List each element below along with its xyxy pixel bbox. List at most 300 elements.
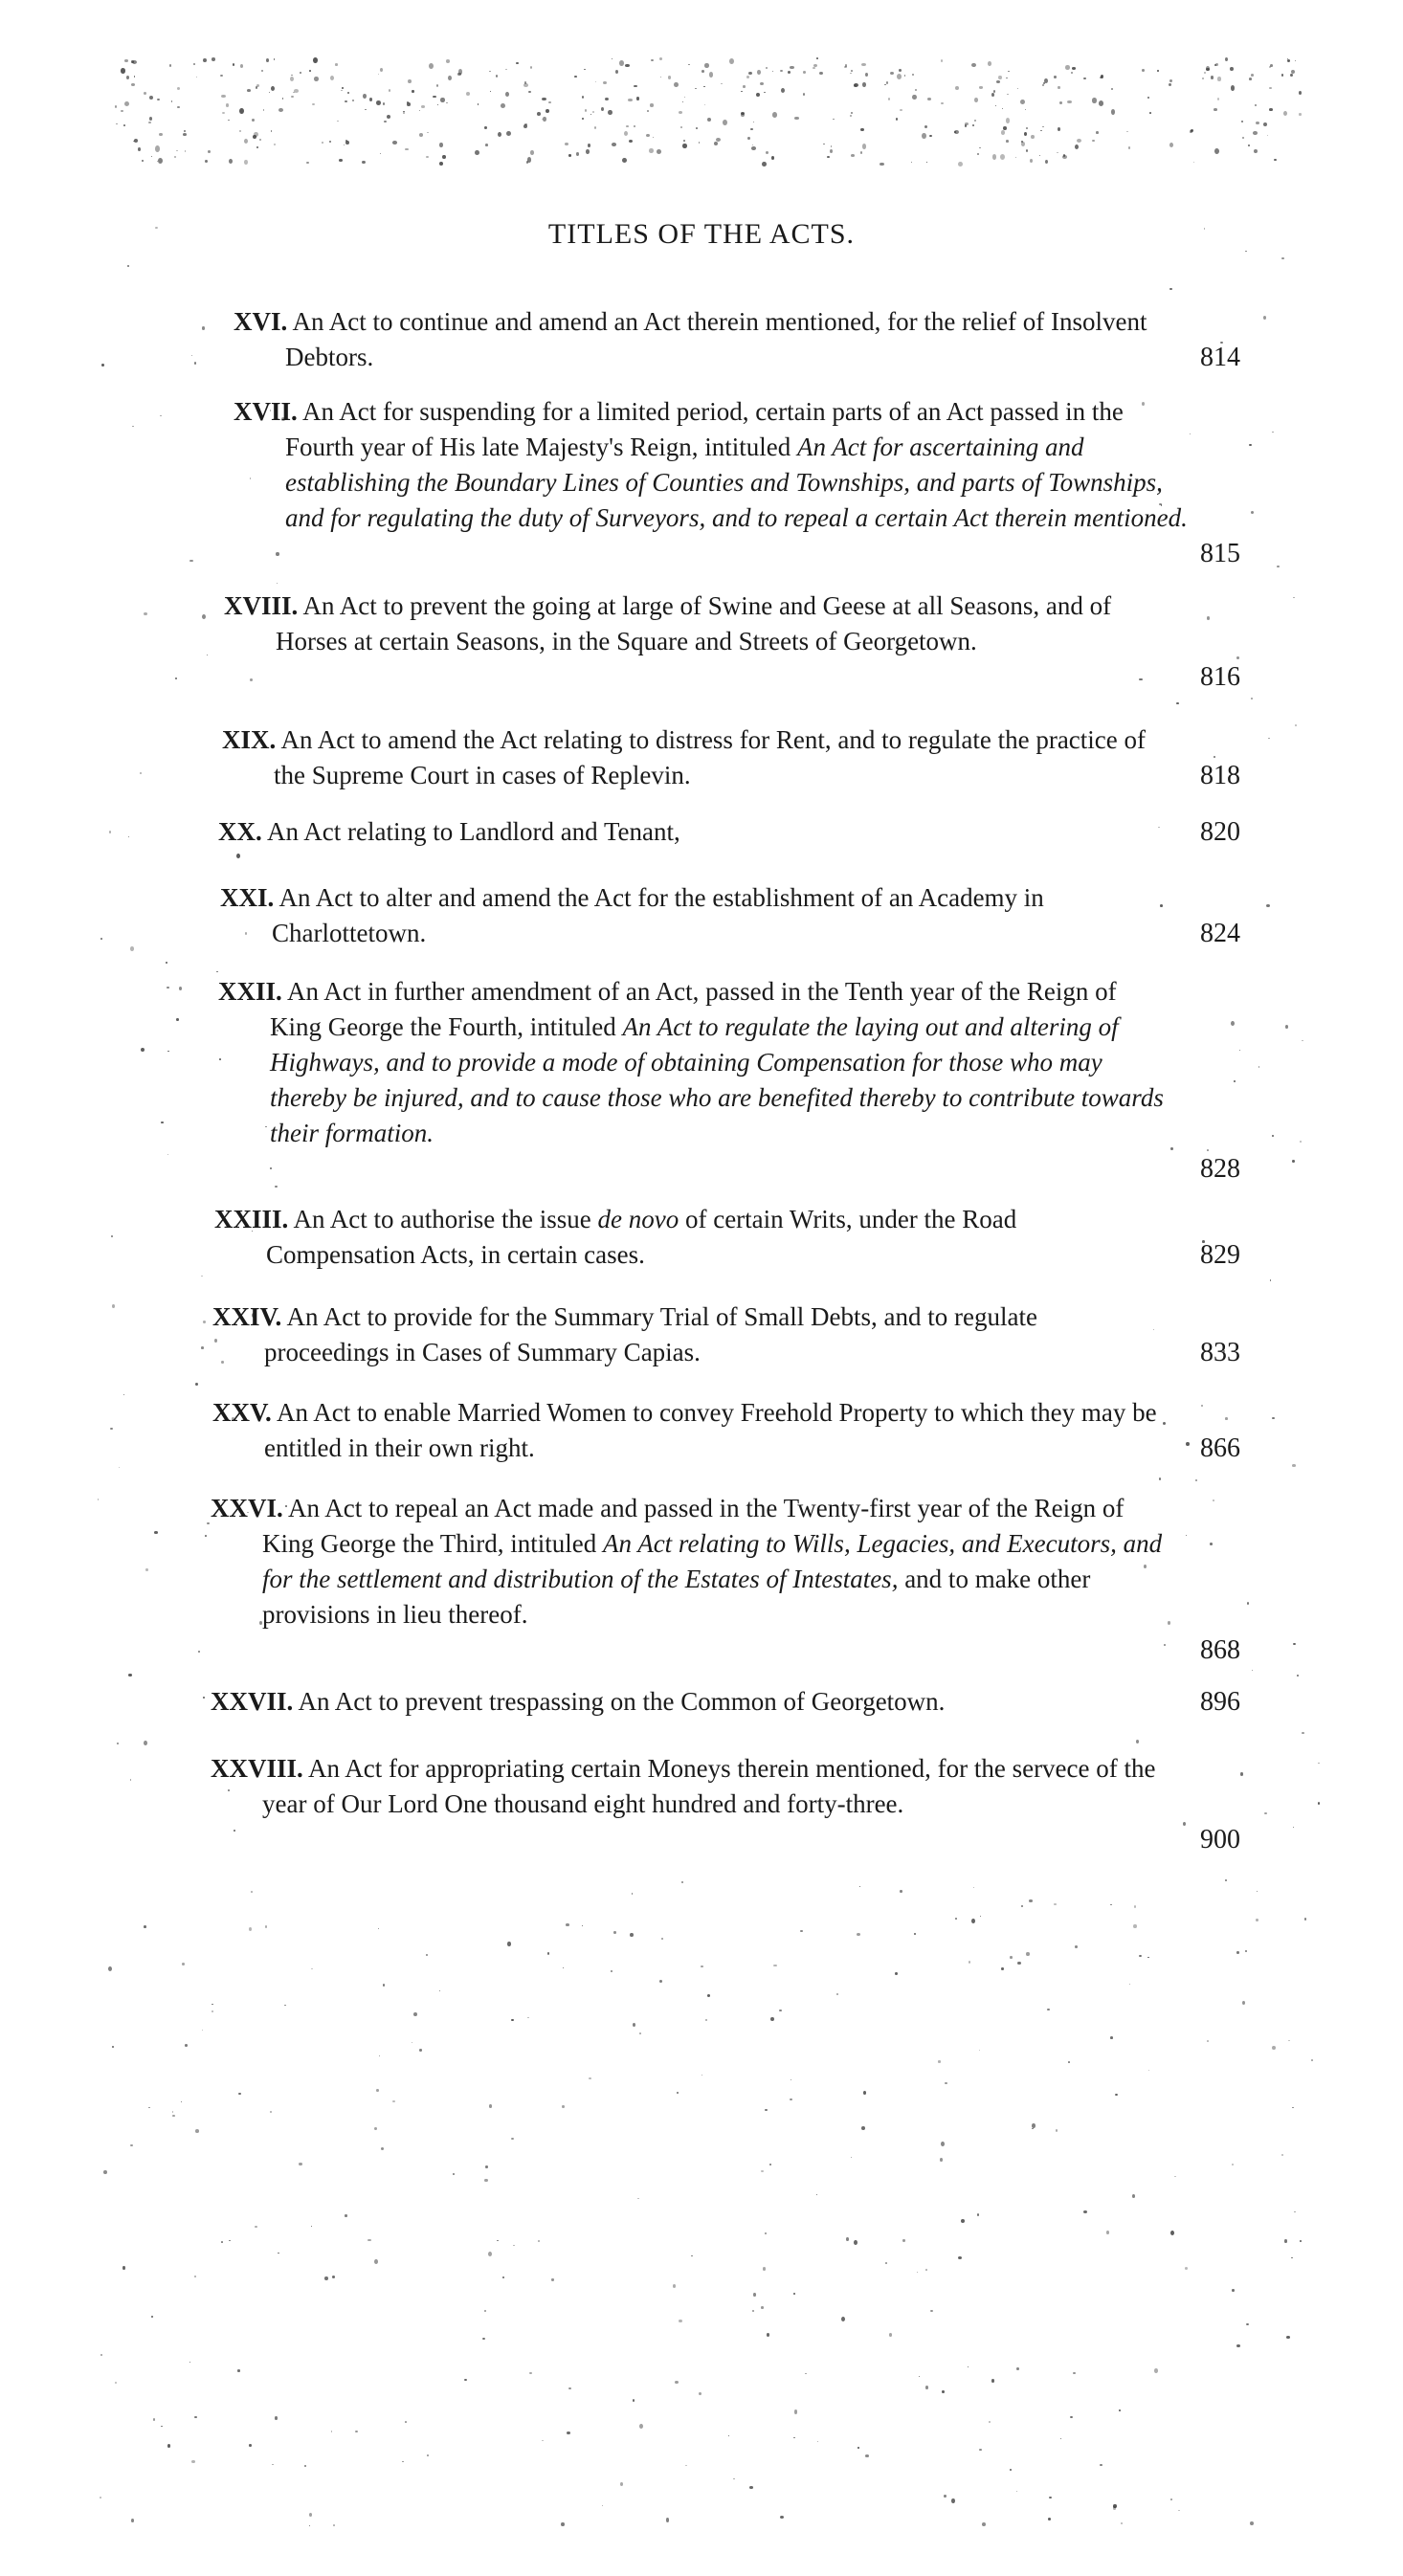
paper-speck bbox=[151, 2316, 153, 2318]
paper-speck bbox=[1272, 1417, 1275, 1419]
paper-speck bbox=[979, 2449, 982, 2451]
paper-speck bbox=[153, 2418, 155, 2421]
paper-speck bbox=[196, 77, 197, 78]
paper-speck bbox=[634, 125, 635, 127]
paper-speck bbox=[1134, 1905, 1136, 1908]
paper-speck bbox=[383, 102, 385, 105]
paper-speck bbox=[362, 161, 366, 164]
paper-speck bbox=[251, 1891, 253, 1893]
paper-speck bbox=[993, 90, 995, 93]
paper-speck bbox=[201, 1346, 204, 1349]
paper-speck bbox=[436, 84, 438, 87]
paper-speck bbox=[977, 2213, 979, 2216]
paper-speck bbox=[155, 145, 160, 152]
paper-speck bbox=[902, 2239, 905, 2242]
act-number: XXIII. bbox=[214, 1205, 289, 1233]
paper-speck bbox=[1015, 157, 1016, 158]
paper-speck bbox=[761, 2306, 764, 2309]
paper-speck bbox=[846, 2237, 849, 2241]
paper-speck bbox=[149, 117, 152, 121]
paper-speck bbox=[543, 117, 546, 122]
paper-speck bbox=[278, 2253, 279, 2254]
paper-speck bbox=[270, 2111, 272, 2113]
paper-speck bbox=[244, 139, 248, 144]
paper-speck bbox=[1225, 57, 1228, 61]
paper-speck bbox=[863, 2091, 866, 2095]
paper-speck bbox=[149, 96, 153, 100]
paper-speck bbox=[1072, 67, 1076, 70]
paper-speck bbox=[309, 2525, 310, 2526]
paper-speck bbox=[294, 89, 299, 93]
paper-speck bbox=[98, 1499, 99, 1500]
paper-speck bbox=[157, 99, 160, 100]
paper-speck bbox=[941, 102, 944, 104]
paper-speck bbox=[282, 98, 283, 100]
paper-speck bbox=[329, 141, 331, 143]
paper-speck bbox=[355, 2431, 358, 2432]
act-title: An Act to repeal an Act made and passed in the Twenty-first year of the Reign of King George the Third, intituled bbox=[262, 1494, 1125, 1558]
paper-speck bbox=[613, 1931, 616, 1934]
paper-speck bbox=[221, 2241, 223, 2243]
paper-speck bbox=[1258, 1066, 1259, 1068]
paper-speck bbox=[1269, 87, 1272, 89]
paper-speck bbox=[998, 76, 1002, 79]
paper-speck bbox=[1042, 126, 1044, 127]
paper-speck bbox=[930, 2310, 933, 2312]
paper-speck bbox=[277, 583, 278, 584]
paper-speck bbox=[497, 2240, 499, 2241]
paper-speck bbox=[1268, 738, 1270, 739]
paper-speck bbox=[896, 118, 898, 121]
paper-speck bbox=[1142, 69, 1145, 72]
paper-speck bbox=[1207, 2040, 1209, 2042]
paper-speck bbox=[1032, 2128, 1034, 2129]
paper-speck bbox=[1267, 135, 1268, 136]
paper-speck bbox=[239, 108, 244, 114]
paper-speck bbox=[433, 96, 436, 98]
paper-speck bbox=[633, 2023, 635, 2027]
paper-speck bbox=[1292, 1464, 1296, 1467]
paper-speck bbox=[546, 109, 549, 113]
paper-speck bbox=[551, 2278, 554, 2281]
paper-speck bbox=[1284, 2239, 1287, 2243]
paper-speck bbox=[309, 2513, 312, 2517]
paper-speck bbox=[505, 69, 507, 70]
paper-speck bbox=[1003, 126, 1007, 130]
paper-speck bbox=[857, 2447, 859, 2449]
paper-speck bbox=[1201, 1405, 1203, 1407]
paper-speck bbox=[202, 326, 205, 330]
paper-speck bbox=[624, 131, 628, 136]
paper-speck bbox=[1031, 135, 1035, 139]
paper-speck bbox=[677, 2092, 679, 2094]
paper-speck bbox=[767, 2333, 769, 2337]
paper-speck bbox=[530, 150, 534, 155]
paper-speck bbox=[221, 1361, 224, 1364]
paper-speck bbox=[833, 119, 835, 120]
paper-speck bbox=[496, 75, 498, 78]
paper-speck bbox=[585, 109, 587, 112]
paper-speck bbox=[489, 71, 491, 72]
paper-speck bbox=[365, 109, 367, 110]
paper-speck bbox=[684, 97, 685, 98]
paper-speck bbox=[1242, 2001, 1245, 2005]
paper-speck bbox=[1286, 2336, 1290, 2339]
paper-speck bbox=[1285, 1025, 1288, 1029]
paper-speck bbox=[1030, 159, 1033, 163]
paper-speck bbox=[1071, 72, 1073, 74]
paper-speck bbox=[751, 146, 756, 150]
paper-speck bbox=[194, 2416, 197, 2418]
paper-speck bbox=[1065, 65, 1070, 70]
paper-speck bbox=[568, 154, 571, 157]
paper-speck bbox=[276, 552, 279, 556]
paper-speck bbox=[1253, 131, 1258, 135]
paper-speck bbox=[1294, 2211, 1296, 2212]
paper-speck bbox=[548, 101, 551, 103]
paper-speck bbox=[955, 86, 959, 90]
paper-speck bbox=[942, 2390, 945, 2393]
paper-speck bbox=[489, 2104, 492, 2108]
paper-speck bbox=[1026, 127, 1028, 129]
paper-speck bbox=[1210, 1543, 1213, 1545]
paper-speck bbox=[184, 130, 186, 132]
paper-speck bbox=[332, 2276, 335, 2278]
page-number: 824 bbox=[1200, 919, 1240, 948]
paper-speck bbox=[1058, 127, 1060, 131]
paper-speck bbox=[1311, 2059, 1313, 2061]
paper-speck bbox=[773, 1965, 777, 1966]
paper-speck bbox=[666, 2518, 669, 2522]
paper-speck bbox=[753, 2293, 756, 2297]
paper-speck bbox=[1295, 724, 1297, 726]
paper-speck bbox=[314, 77, 319, 81]
paper-speck bbox=[1113, 2506, 1116, 2510]
paper-speck bbox=[121, 110, 123, 112]
paper-speck bbox=[1263, 316, 1266, 320]
paper-speck bbox=[679, 111, 682, 114]
paper-speck bbox=[601, 107, 604, 111]
paper-speck bbox=[1251, 698, 1253, 700]
paper-speck bbox=[1295, 60, 1296, 61]
paper-speck bbox=[1132, 2194, 1135, 2198]
paper-speck bbox=[589, 2077, 591, 2079]
paper-speck bbox=[1060, 2438, 1061, 2439]
paper-speck bbox=[1059, 101, 1062, 104]
paper-speck bbox=[185, 150, 186, 152]
paper-speck bbox=[1239, 1050, 1240, 1051]
paper-speck bbox=[138, 147, 141, 151]
paper-speck bbox=[345, 140, 347, 142]
paper-speck bbox=[1024, 132, 1027, 136]
paper-speck bbox=[748, 72, 752, 75]
paper-speck bbox=[426, 156, 429, 158]
paper-speck bbox=[108, 1966, 112, 1971]
paper-speck bbox=[207, 1522, 210, 1524]
paper-speck bbox=[222, 112, 225, 114]
paper-speck bbox=[212, 2004, 213, 2005]
paper-speck bbox=[1178, 2510, 1180, 2511]
paper-speck bbox=[342, 87, 344, 89]
paper-speck bbox=[794, 2409, 797, 2414]
paper-speck bbox=[115, 2382, 117, 2384]
paper-speck bbox=[245, 932, 247, 935]
paper-speck bbox=[1290, 74, 1293, 77]
paper-speck bbox=[141, 1048, 145, 1052]
paper-speck bbox=[405, 148, 409, 150]
paper-speck bbox=[850, 73, 852, 74]
paper-speck bbox=[240, 64, 243, 68]
paper-speck bbox=[728, 2435, 729, 2436]
paper-speck bbox=[419, 133, 423, 137]
paper-speck bbox=[419, 2049, 422, 2052]
paper-speck bbox=[790, 66, 794, 69]
paper-speck bbox=[132, 426, 134, 427]
paper-speck bbox=[1240, 1772, 1243, 1776]
paper-speck bbox=[650, 103, 654, 107]
paper-speck bbox=[201, 1276, 203, 1277]
paper-speck bbox=[1021, 1905, 1023, 1907]
paper-speck bbox=[705, 2019, 707, 2021]
paper-speck bbox=[259, 139, 261, 141]
paper-speck bbox=[122, 2266, 125, 2270]
paper-speck bbox=[1272, 2046, 1276, 2050]
paper-speck bbox=[582, 96, 584, 99]
paper-speck bbox=[649, 148, 654, 153]
paper-speck bbox=[574, 76, 577, 78]
paper-speck bbox=[1170, 2498, 1172, 2500]
paper-speck bbox=[771, 156, 774, 160]
paper-speck bbox=[158, 158, 163, 164]
paper-speck bbox=[1302, 1732, 1304, 1734]
paper-speck bbox=[988, 61, 991, 66]
paper-speck bbox=[1054, 1903, 1057, 1905]
paper-speck bbox=[588, 144, 590, 147]
paper-speck bbox=[639, 2424, 643, 2429]
paper-speck bbox=[659, 1980, 662, 1983]
paper-speck bbox=[528, 91, 531, 93]
paper-speck bbox=[1000, 154, 1005, 160]
paper-speck bbox=[584, 69, 586, 70]
paper-speck bbox=[1154, 2368, 1158, 2373]
paper-speck bbox=[1293, 597, 1295, 598]
paper-speck bbox=[991, 93, 994, 97]
paper-speck bbox=[743, 85, 746, 88]
paper-speck bbox=[376, 100, 381, 105]
paper-speck bbox=[466, 92, 470, 96]
paper-speck bbox=[324, 2276, 328, 2280]
paper-speck bbox=[1099, 100, 1103, 106]
paper-speck bbox=[124, 101, 129, 106]
page-number: 814 bbox=[1200, 343, 1240, 372]
paper-speck bbox=[1101, 75, 1103, 78]
paper-speck bbox=[117, 1743, 119, 1744]
paper-speck bbox=[968, 2366, 969, 2367]
paper-speck bbox=[817, 2441, 818, 2442]
paper-speck bbox=[682, 144, 687, 148]
paper-speck bbox=[707, 1994, 710, 1997]
paper-speck bbox=[172, 2111, 173, 2113]
paper-speck bbox=[249, 1927, 252, 1931]
paper-speck bbox=[1185, 2267, 1188, 2270]
paper-speck bbox=[1272, 1135, 1274, 1137]
paper-speck bbox=[527, 2017, 529, 2018]
paper-speck bbox=[1149, 112, 1151, 114]
paper-speck bbox=[403, 112, 405, 114]
paper-speck bbox=[917, 2272, 918, 2273]
paper-speck bbox=[1008, 71, 1010, 72]
paper-speck bbox=[562, 2105, 565, 2108]
paper-speck bbox=[695, 88, 697, 89]
paper-speck bbox=[790, 2099, 792, 2100]
paper-speck bbox=[996, 80, 1000, 83]
paper-speck bbox=[1247, 1602, 1249, 1605]
paper-speck bbox=[1083, 78, 1086, 79]
paper-speck bbox=[958, 162, 963, 167]
paper-speck bbox=[1032, 2123, 1036, 2128]
paper-speck bbox=[111, 1235, 113, 1237]
paper-speck bbox=[1297, 1675, 1299, 1677]
paper-speck bbox=[1299, 91, 1302, 95]
paper-speck bbox=[757, 70, 761, 75]
paper-speck bbox=[831, 145, 832, 147]
paper-speck bbox=[177, 87, 180, 90]
paper-speck bbox=[408, 79, 412, 83]
paper-speck bbox=[145, 1568, 148, 1571]
paper-speck bbox=[1318, 1763, 1320, 1764]
paper-speck bbox=[198, 1651, 200, 1653]
paper-speck bbox=[1249, 78, 1252, 80]
paper-speck bbox=[1016, 2491, 1017, 2492]
paper-speck bbox=[333, 2524, 335, 2526]
paper-speck bbox=[793, 2437, 795, 2438]
paper-speck bbox=[1006, 118, 1010, 123]
paper-speck bbox=[511, 2138, 514, 2140]
paper-speck bbox=[484, 2310, 486, 2312]
paper-speck bbox=[1106, 2231, 1109, 2234]
paper-speck bbox=[437, 104, 438, 105]
paper-speck bbox=[926, 162, 927, 163]
paper-speck bbox=[1217, 77, 1221, 81]
paper-speck bbox=[261, 70, 263, 72]
paper-speck bbox=[958, 2256, 962, 2259]
page-number: 866 bbox=[1200, 1433, 1240, 1463]
paper-speck bbox=[203, 1321, 206, 1323]
paper-speck bbox=[567, 2432, 570, 2434]
paper-speck bbox=[1248, 144, 1250, 146]
paper-speck bbox=[1255, 104, 1257, 106]
paper-speck bbox=[1300, 2240, 1302, 2242]
paper-speck bbox=[405, 2421, 407, 2423]
paper-speck bbox=[951, 2498, 955, 2503]
paper-speck bbox=[193, 63, 195, 65]
paper-speck bbox=[752, 2310, 754, 2312]
paper-speck bbox=[537, 112, 541, 116]
paper-speck bbox=[167, 1051, 169, 1052]
paper-speck bbox=[378, 74, 379, 75]
paper-speck bbox=[244, 160, 248, 165]
paper-speck bbox=[189, 2362, 190, 2363]
paper-speck bbox=[1073, 2372, 1076, 2374]
paper-speck bbox=[1129, 1984, 1130, 1985]
paper-speck bbox=[144, 1741, 147, 1745]
paper-speck bbox=[1225, 1417, 1228, 1420]
paper-speck bbox=[229, 2240, 231, 2241]
paper-speck bbox=[1136, 1740, 1139, 1743]
paper-speck bbox=[830, 149, 833, 153]
paper-speck bbox=[1215, 63, 1218, 66]
paper-speck bbox=[1139, 1955, 1142, 1957]
paper-speck bbox=[485, 2165, 488, 2168]
paper-speck bbox=[702, 70, 704, 73]
paper-speck bbox=[1075, 144, 1079, 149]
paper-speck bbox=[265, 1925, 267, 1928]
paper-speck bbox=[889, 2333, 892, 2337]
paper-speck bbox=[1029, 1899, 1033, 1902]
paper-speck bbox=[1147, 97, 1149, 99]
paper-speck bbox=[781, 88, 785, 93]
paper-speck bbox=[238, 2093, 241, 2095]
paper-speck bbox=[439, 162, 443, 166]
paper-speck bbox=[176, 1018, 179, 1021]
paper-speck bbox=[172, 2115, 175, 2117]
paper-speck bbox=[668, 76, 671, 79]
paper-speck bbox=[682, 101, 683, 102]
paper-speck bbox=[177, 106, 180, 108]
paper-speck bbox=[426, 1954, 428, 1956]
paper-speck bbox=[741, 91, 743, 92]
paper-speck bbox=[1318, 1802, 1320, 1805]
act-title-tail: of certain Writs, under the Road Compensation Acts, in certain cases. bbox=[266, 1205, 1017, 1269]
paper-speck bbox=[707, 118, 711, 122]
paper-speck bbox=[880, 163, 884, 166]
paper-speck bbox=[194, 362, 196, 365]
paper-speck bbox=[592, 111, 594, 113]
paper-speck bbox=[1092, 98, 1097, 103]
paper-speck bbox=[1128, 146, 1130, 149]
paper-speck bbox=[1057, 152, 1058, 153]
paper-speck bbox=[969, 1961, 970, 1964]
paper-speck bbox=[1195, 1479, 1197, 1481]
paper-speck bbox=[1083, 2210, 1087, 2213]
paper-speck bbox=[860, 151, 862, 154]
act-number: XVI. bbox=[234, 307, 288, 336]
paper-speck bbox=[634, 85, 637, 87]
paper-speck bbox=[402, 2461, 404, 2462]
paper-speck bbox=[691, 2255, 693, 2256]
paper-speck bbox=[653, 137, 654, 138]
act-title: An Act to alter and amend the Act for the establishment of an Academy in Charlottetown. bbox=[272, 883, 1044, 947]
paper-speck bbox=[973, 1887, 974, 1888]
paper-speck bbox=[862, 144, 866, 149]
paper-speck bbox=[1299, 113, 1302, 116]
paper-speck bbox=[974, 120, 976, 122]
paper-speck bbox=[100, 2497, 101, 2498]
paper-speck bbox=[1213, 1499, 1214, 1501]
paper-speck bbox=[1010, 1956, 1013, 1959]
paper-speck bbox=[1288, 2040, 1290, 2041]
paper-speck bbox=[1256, 122, 1259, 124]
paper-speck bbox=[269, 92, 270, 93]
paper-speck bbox=[419, 110, 420, 111]
paper-speck bbox=[972, 124, 974, 126]
paper-speck bbox=[1252, 1670, 1253, 1671]
paper-speck bbox=[392, 141, 397, 144]
paper-speck bbox=[185, 2044, 188, 2047]
paper-speck bbox=[885, 2262, 887, 2264]
paper-speck bbox=[632, 1893, 633, 1895]
paper-speck bbox=[861, 2126, 865, 2130]
